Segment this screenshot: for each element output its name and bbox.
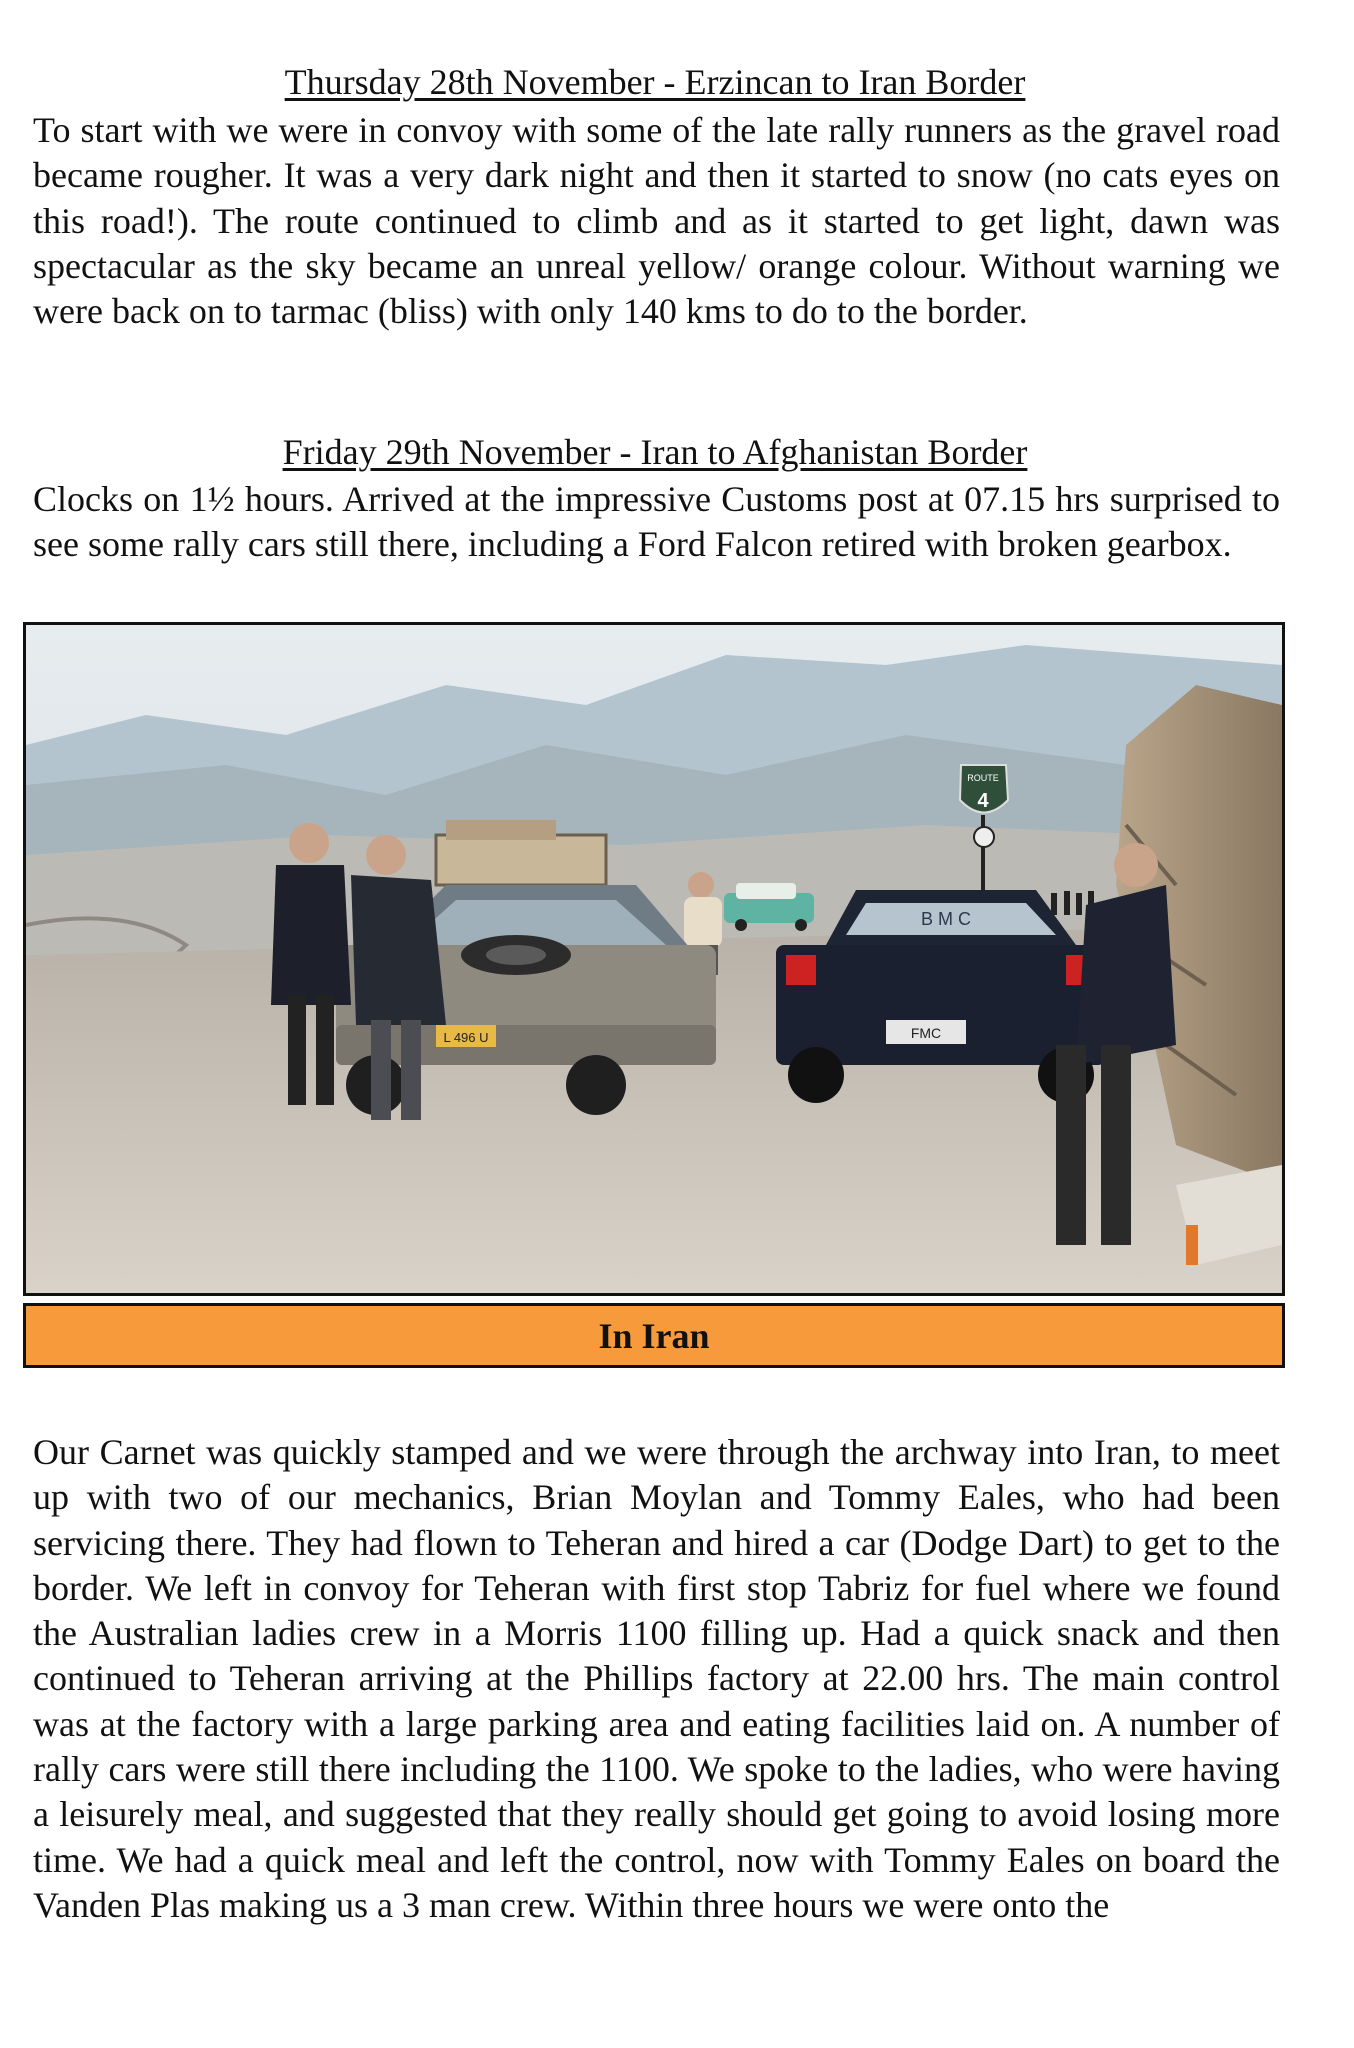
section-heading-friday: Friday 29th November - Iran to Afghanistan Border [282, 432, 1028, 472]
paragraph-carnet: Our Carnet was quickly stamped and we were through the archway into Iran, to meet up with two of our mechanics, Brian Moylan and Tommy Eales, who had been servicing there. They had flown to Teheran and hired a car (Dodge Dart) to get to the border. We left in convoy for Teheran with first stop Tabriz for fuel where we found the Australian ladies crew in a Morris 1100 filling up. Had a quick snack and then continued to Teheran arriving at the Phillips factory at 22.00 hrs. The main control was at the factory with a large parking area and eating facilities laid on. A number of rally cars were still there including the 1100. We spoke to the ladies, who were having a leisurely meal, and suggested that they really should get going to avoid losing more time. We had a quick meal and left the control, now with Tommy Eales on board the Vanden Plas making us a 3 man crew. Within three hours we were onto the [33, 1432, 1280, 1925]
car-window-text: B M C [920, 909, 972, 929]
photo-illustration [26, 625, 1282, 1293]
section-heading-thursday: Thursday 28th November - Erzincan to Iran Border [284, 62, 1026, 102]
paragraph-friday: Clocks on 1½ hours. Arrived at the impressive Customs post at 07.15 hrs surprised to see some rally cars still there, including a Ford Falcon retired with broken gearbox. [33, 479, 1280, 565]
paragraph-thursday: To start with we were in convoy with some of the late rally runners as the gravel road became rougher. It was a very dark night and then it started to snow (no cats eyes on this road!). The route continued to climb and as it started to get light, dawn was spectacular as the sky became an unreal yellow/ orange colour. Without warning we were back on to tarmac (bliss) with only 140 kms to do to the border. [33, 110, 1280, 332]
photo-in-iran [23, 622, 1285, 1296]
photo-caption: In Iran [23, 1303, 1285, 1368]
road-sign-top-label: ROUTE [967, 773, 999, 783]
road-sign-number: 4 [977, 790, 989, 812]
plate-right: FMC [910, 1025, 942, 1041]
plate-left: L 496 U [443, 1030, 489, 1045]
